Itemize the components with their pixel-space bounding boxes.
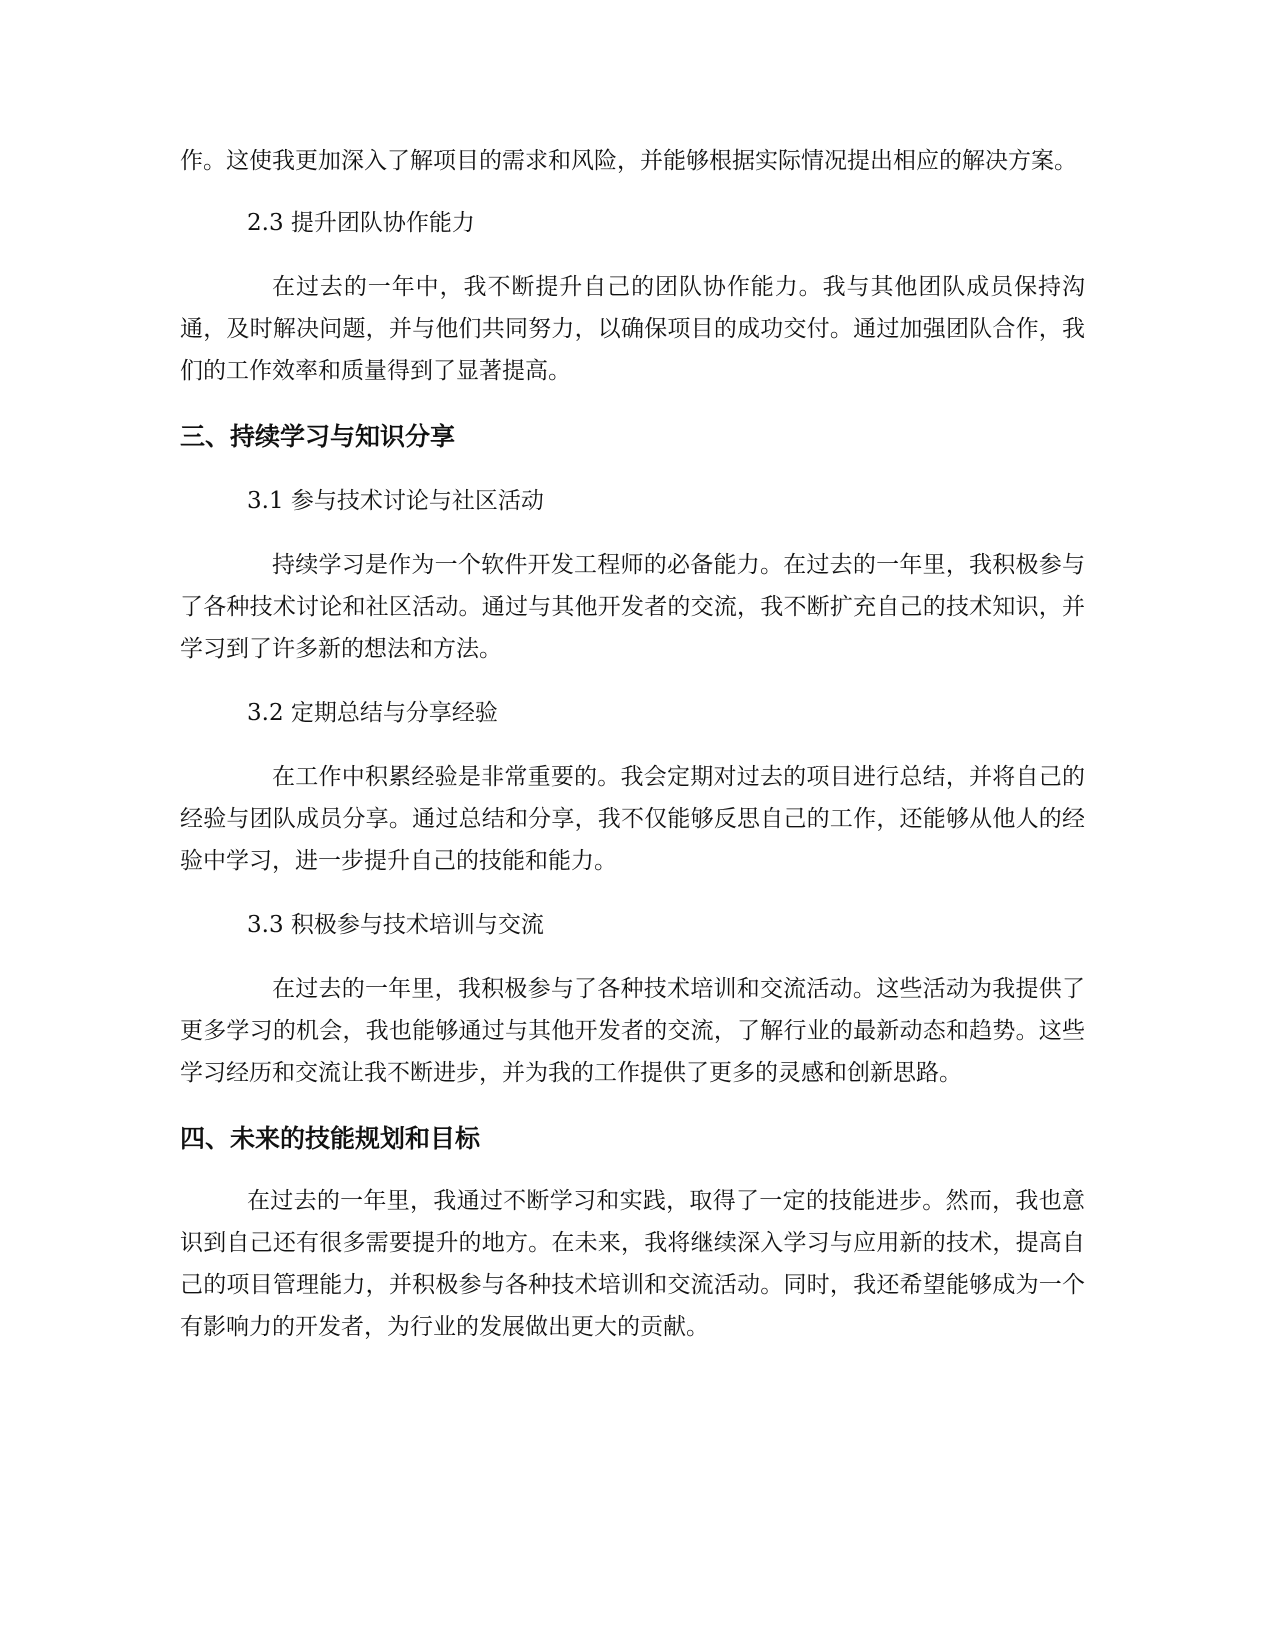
paragraph-4: 在过去的一年里，我通过不断学习和实践，取得了一定的技能进步。然而，我也意识到自己还有很多需要提升的地方。在未来，我将继续深入学习与应用新的技术，提高自己的项目管理能力，并积极参与各种技术培训和交流活动。同时，我还希望能够成为一个有影响力的开发者，为行业的发展做出更大的贡献。 xyxy=(180,1188,1085,1340)
section-heading-4: 四、未来的技能规划和目标 xyxy=(180,1124,481,1153)
paragraph-continued: 作。这使我更加深入了解项目的需求和风险，并能够根据实际情况提出相应的解决方案。 xyxy=(180,148,1077,174)
subheading-3-1: 3.1 参与技术讨论与社区活动 xyxy=(247,488,544,514)
subheading-2-3: 2.3 提升团队协作能力 xyxy=(247,210,475,236)
subheading-3-3: 3.3 积极参与技术培训与交流 xyxy=(247,912,544,938)
document-page xyxy=(180,140,1085,1348)
section-heading-3: 三、持续学习与知识分享 xyxy=(180,422,456,451)
paragraph-3-2: 在工作中积累经验是非常重要的。我会定期对过去的项目进行总结，并将自己的经验与团队成员分享。通过总结和分享，我不仅能够反思自己的工作，还能够从他人的经验中学习，进一步提升自己的技能和能力。 xyxy=(180,764,1085,874)
subheading-3-2: 3.2 定期总结与分享经验 xyxy=(247,700,498,726)
paragraph-2-3: 在过去的一年中，我不断提升自己的团队协作能力。我与其他团队成员保持沟通，及时解决问题，并与他们共同努力，以确保项目的成功交付。通过加强团队合作，我们的工作效率和质量得到了显著提高。 xyxy=(180,274,1085,384)
paragraph-3-3: 在过去的一年里，我积极参与了各种技术培训和交流活动。这些活动为我提供了更多学习的机会，我也能够通过与其他开发者的交流，了解行业的最新动态和趋势。这些学习经历和交流让我不断进步，并为我的工作提供了更多的灵感和创新思路。 xyxy=(180,976,1085,1086)
paragraph-3-1: 持续学习是作为一个软件开发工程师的必备能力。在过去的一年里，我积极参与了各种技术讨论和社区活动。通过与其他开发者的交流，我不断扩充自己的技术知识，并学习到了许多新的想法和方法。 xyxy=(180,552,1085,662)
